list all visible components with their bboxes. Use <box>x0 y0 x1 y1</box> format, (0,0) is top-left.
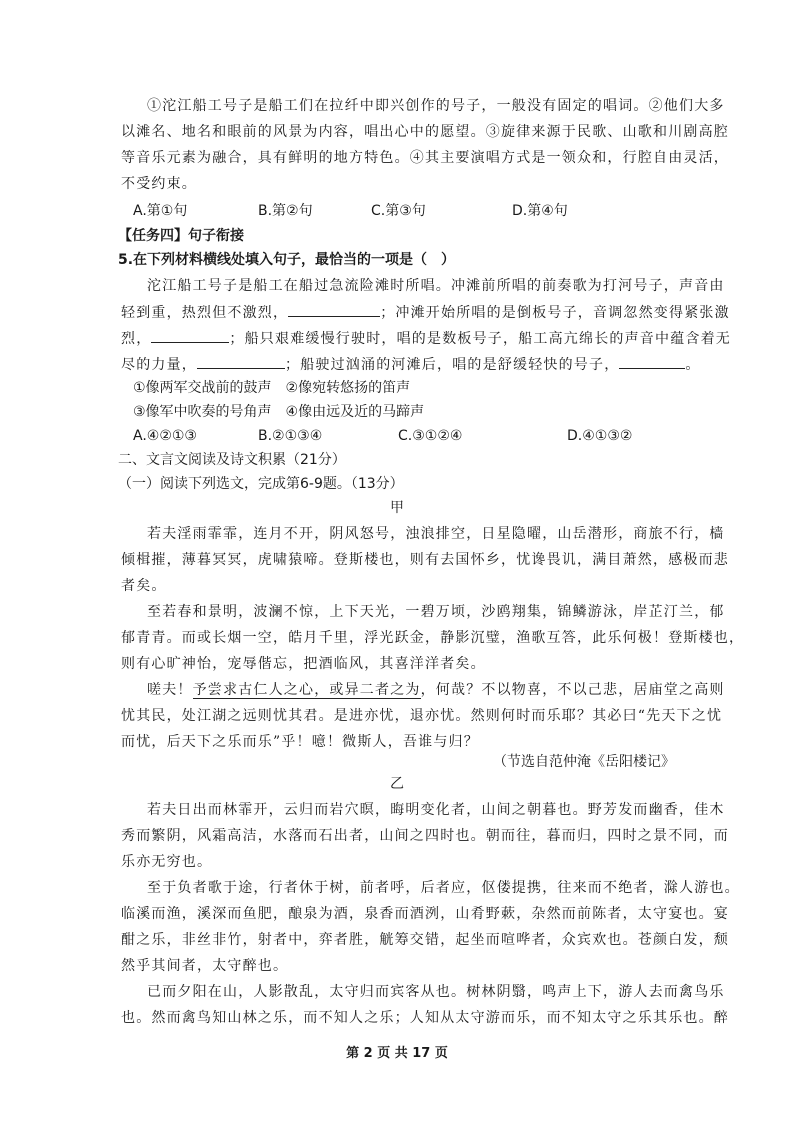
yi-line: 乐亦无穷也。 <box>121 854 213 870</box>
section2-heading: 二、文言文阅读及诗文积累（21分） <box>118 452 346 468</box>
q4-option-c[interactable]: C.第③句 <box>371 203 426 219</box>
q5-text-3a: 烈， <box>121 331 152 347</box>
q4-option-d[interactable]: D.第④句 <box>512 203 568 219</box>
q5-option-d[interactable]: D.④①③② <box>567 428 633 444</box>
q5-stem: 5.在下列材料横线处填入句子，最恰当的一项是（ ） <box>118 252 456 268</box>
q4-passage-line-4: 不受约束。 <box>121 176 197 192</box>
q5-material-line-1: 沱江船工号子是船工在船过急流险滩时所唱。冲滩前所唱的前奏歌为打河号子，声音由 <box>147 278 725 294</box>
q4-passage-line-3: 等音乐元素为融合，具有鲜明的地方特色。④其主要演唱方式是一领众和，行腔自由灵活， <box>121 150 729 166</box>
q4-passage-line-1: ①沱江船工号子是船工们在拉纤中即兴创作的号子，一般没有固定的唱词。②他们大多 <box>147 98 725 114</box>
page-footer: 第 2 页 共 17 页 <box>346 1046 448 1061</box>
q5-text-4a: 尽的力量， <box>121 357 197 373</box>
q5-blank-3[interactable] <box>197 354 285 369</box>
jia-text: ，何哉？不以物喜，不以己悲，居庙堂之高则 <box>420 682 725 698</box>
passage-yi-title: 乙 <box>390 776 404 792</box>
section2-subheading: （一）阅读下列选文，完成第6-9题。（13分） <box>118 476 404 492</box>
q5-blank-1[interactable] <box>288 302 380 317</box>
q5-option-b[interactable]: B.②①③④ <box>258 428 323 444</box>
q4-option-a[interactable]: A.第①句 <box>133 203 188 219</box>
jia-line: 郁青青。而或长烟一空，皓月千里，浮光跃金，静影沉璧，渔歌互答，此乐何极！登斯楼也， <box>121 630 745 646</box>
jia-line: 忧其民，处江湖之远则忧其君。是进亦忧，退亦忧。然则何时而乐耶？其必曰“先天下之忧 <box>121 708 723 724</box>
jia-line: 而忧，后天下之乐而乐”乎！噫！微斯人，吾谁与归？ <box>121 734 479 750</box>
jia-line: 倾楫摧，薄暮冥冥，虎啸猿啼。登斯楼也，则有去国怀乡，忧谗畏讥，满目萧然，感极而悲 <box>121 552 729 568</box>
jia-line-underlined <box>147 680 725 700</box>
q5-blank-4[interactable] <box>619 354 685 369</box>
task4-heading: 【任务四】句子衔接 <box>118 228 244 244</box>
yi-line: 临溪而渔，溪深而鱼肥，酿泉为酒，泉香而酒洌，山肴野蔌，杂然而前陈者，太守宴也。宴 <box>121 906 729 922</box>
q5-text-4b: ；船驶过汹涌的河滩后，唱的是舒缓轻快的号子， <box>285 357 620 373</box>
jia-line: 者矣。 <box>121 578 167 594</box>
q5-text-4c: 。 <box>685 357 701 373</box>
q5-material-line-3 <box>121 328 731 349</box>
q5-text-3b: ；船只艰难缓慢行驶时，唱的是数板号子，船工高亢绵长的声音中蕴含着无 <box>229 331 732 347</box>
q5-option-a[interactable]: A.④②①③ <box>133 428 197 444</box>
jia-source: （节选自范仲淹《岳阳楼记》 <box>493 754 675 770</box>
q5-blank-2[interactable] <box>151 328 229 343</box>
yi-line: 也。然而禽鸟知山林之乐，而不知人之乐；人知从太守游而乐，而不知太守之乐其乐也。醉 <box>121 1010 729 1026</box>
q5-choices-line-2: ③像军中吹奏的号角声 ④像由远及近的马蹄声 <box>133 404 425 420</box>
jia-line: 则有心旷神怡，宠辱偕忘，把酒临风，其喜洋洋者矣。 <box>121 656 486 672</box>
jia-underlined-sentence: 予尝求古仁人之心，或异二者之为 <box>192 682 421 698</box>
q4-option-b[interactable]: B.第②句 <box>258 203 313 219</box>
yi-line: 已而夕阳在山，人影散乱，太守归而宾客从也。树林阴翳，鸣声上下，游人去而禽鸟乐 <box>147 984 725 1000</box>
yi-line: 秀而繁阴，风霜高洁，水落而石出者，山间之四时也。朝而往，暮而归，四时之景不同，而 <box>121 828 729 844</box>
q5-text-2b: ；冲滩开始所唱的是倒板号子，音调忽然变得紧张激 <box>380 305 730 321</box>
yi-line: 然乎其间者，太守醉也。 <box>121 958 289 974</box>
q4-passage-line-2: 以滩名、地名和眼前的风景为内容，唱出心中的愿望。③旋律来源于民歌、山歌和川剧高腔 <box>121 124 729 140</box>
yi-line: 至于负者歌于途，行者休于树，前者呼，后者应，伛偻提携，往来而不绝者，滁人游也。 <box>147 880 740 896</box>
passage-jia-title: 甲 <box>390 500 404 516</box>
q5-material-line-2 <box>121 302 730 323</box>
q5-choices-line-1: ①像两军交战前的鼓声 ②像宛转悠扬的笛声 <box>133 380 411 396</box>
yi-line: 酣之乐，非丝非竹，射者中，弈者胜，觥筹交错，起坐而喧哗者，众宾欢也。苍颜白发，颓 <box>121 932 729 948</box>
jia-line: 若夫淫雨霏霏，连月不开，阴风怒号，浊浪排空，日星隐曜，山岳潜形，商旅不行，樯 <box>147 526 725 542</box>
q5-text-2a: 轻到重，热烈但不激烈， <box>121 305 289 321</box>
jia-line: 至若春和景明，波澜不惊，上下天光，一碧万顷，沙鸥翔集，锦鳞游泳，岸芷汀兰，郁 <box>147 604 725 620</box>
q5-material-line-4 <box>121 354 701 375</box>
yi-line: 若夫日出而林霏开，云归而岩穴暝，晦明变化者，山间之朝暮也。野芳发而幽香，佳木 <box>147 802 725 818</box>
jia-text: 嗟夫！ <box>147 682 193 698</box>
q5-option-c[interactable]: C.③①②④ <box>398 428 463 444</box>
